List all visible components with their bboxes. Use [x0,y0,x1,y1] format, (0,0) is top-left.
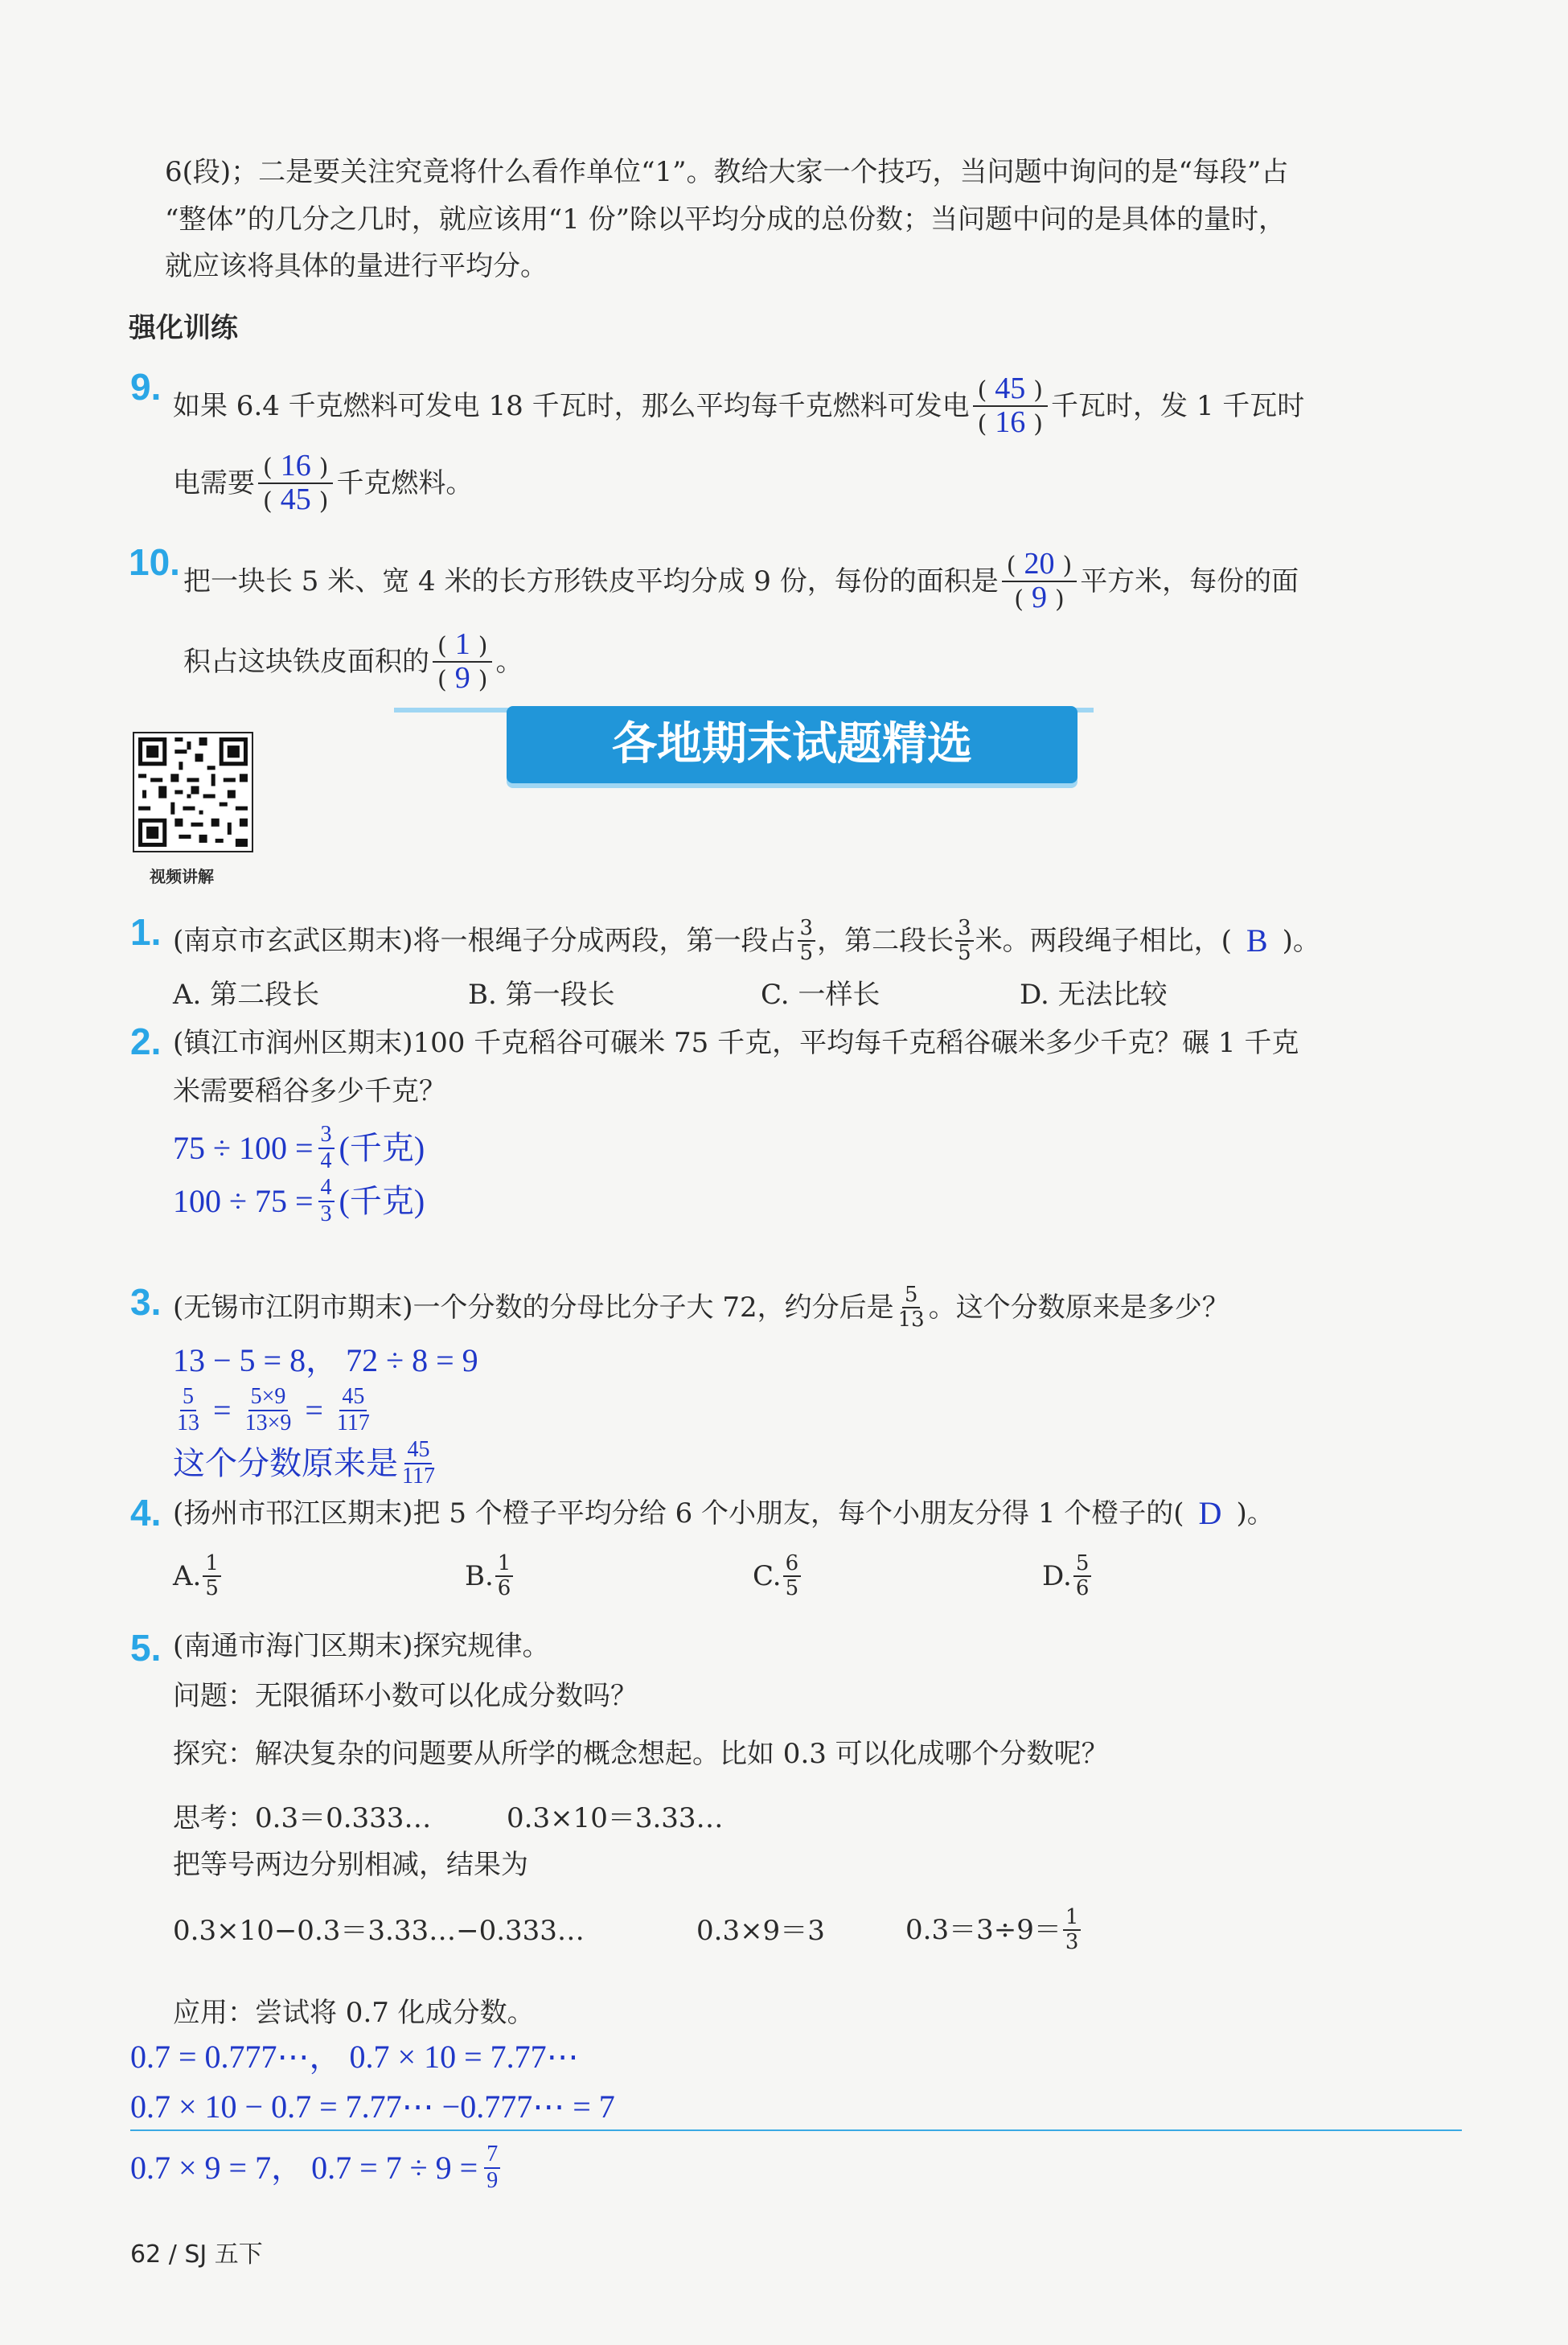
q10-answer-1: $\frac{( 20 )}{( 9 )}$ [1002,548,1077,614]
e3-sol2-f1-numerator: 5 [180,1385,196,1411]
e4-option-c-numerator: 6 [783,1552,802,1577]
e2-sol2-fraction [318,1176,335,1227]
section-banner: 各地期末试题精选 [507,706,1077,783]
e2-sol1-expr: 75 ÷ 100 = [173,1129,314,1166]
e2-sol2-unit: (千克) [339,1182,425,1219]
question-number-10: 10. [129,541,180,583]
e3-text-b: 。这个分数原来是多少？ [928,1291,1229,1324]
e2-sol1-numerator: 3 [318,1123,335,1149]
q10-answer-1-denominator: 9 [1031,580,1047,614]
e3-sol2-f3-denominator: 117 [336,1410,370,1435]
e5-calc-c [905,1906,1082,1953]
q9-answer-1-denominator: 16 [995,405,1026,439]
e4-option-b-numerator: 1 [495,1552,514,1577]
q10-text-c: 积占这块铁皮面积的 [183,645,429,678]
exercise-3-stem [173,1283,1229,1331]
e5-calc-a: 0.3×10−0.3＝3.33…−0.333… [173,1915,585,1947]
e1-option-a: A. 第二段长 [173,979,320,1011]
e3-fraction-numerator: 5 [902,1283,921,1308]
e5-subtract: 把等号两边分别相减，结果为 [173,1849,528,1881]
exercise-number-1: 1. [130,911,162,953]
e5-calc-c-fraction [1063,1906,1082,1953]
e5-sol3-text: 0.7 × 9 = 7， 0.7 = 7 ÷ 9 = [130,2149,478,2186]
e1-fraction-1-denominator: 5 [799,940,814,965]
e3-fraction [896,1283,927,1331]
e4-option-d [1042,1552,1093,1600]
intro-line-3: 就应该将具体的量进行平均分。 [165,250,548,282]
e4-option-a [173,1552,223,1600]
e3-sol3-numerator: 45 [404,1438,432,1464]
e3-text-a: (无锡市江阴市期末)一个分数的分母比分子大 72，约分后是 [173,1291,894,1324]
e5-title: (南通市海门区期末)探究规律。 [173,1630,550,1662]
e1-option-b: B. 第一段长 [468,979,615,1011]
e1-text-a: (南京市玄武区期末)将一根绳子分成两段，第一段占 [173,924,796,957]
e1-fraction-2-numerator: 3 [955,917,974,942]
qr-code-pattern [134,733,252,851]
e2-sol2-numerator: 4 [318,1176,335,1202]
e3-sol2-fraction-1 [174,1385,202,1436]
e2-sol2-denominator: 3 [320,1201,332,1226]
page-footer: 62 / SJ 五下 [130,2240,263,2269]
e4-option-b-fraction [495,1552,514,1600]
e3-sol3-fraction [400,1438,437,1489]
e3-sol2-equals-2: = [305,1391,323,1428]
e1-fraction-1-numerator: 3 [798,917,816,942]
e4-option-d-fraction [1073,1552,1092,1600]
qr-code[interactable] [133,732,253,852]
q10-answer-2-denominator: 9 [454,660,470,695]
exercise-number-5: 5. [130,1627,162,1669]
question-9-line-2 [173,450,473,516]
e1-option-d: D. 无法比较 [1020,979,1168,1011]
q10-text-b: 平方米，每份的面 [1080,565,1299,598]
exercise-number-2: 2. [130,1021,162,1062]
e5-solution-3 [130,2142,502,2194]
exercise-1-stem [173,917,1320,964]
e3-sol2-fraction-2 [243,1385,294,1436]
e4-option-c-denominator: 5 [785,1575,799,1600]
question-9-line-1 [173,373,1304,439]
e2-solution-1 [173,1123,425,1174]
e3-sol2-f3-numerator: 45 [339,1385,367,1411]
e4-option-a-numerator: 1 [203,1552,221,1577]
e5-sol3-fraction [484,2142,500,2194]
q10-answer-1-numerator: 20 [1024,547,1055,581]
e4-option-b [465,1552,515,1600]
exercise-2-line-1: (镇江市润州区期末)100 千克稻谷可碾米 75 千克，平均每千克稻谷碾米多少千克？碾 1 千克 [173,1027,1299,1059]
e1-fraction-2-denominator: 5 [958,940,971,965]
q9-answer-2: $\frac{( 16 )}{( 45 )}$ [258,450,333,516]
e1-text-b: ，第二段长 [817,924,954,957]
e1-answer: B [1246,922,1268,959]
e4-option-d-label: D. [1042,1559,1072,1592]
exercise-2-line-2: 米需要稻谷多少千克？ [173,1075,446,1107]
question-10-line-2 [183,629,523,695]
e4-text-a: (扬州市邗江区期末)把 5 个橙子平均分给 6 个小朋友，每个小朋友分得 1 个橙子的( [173,1497,1184,1530]
e1-fraction-1 [798,917,816,964]
q10-answer-2-numerator: 1 [454,627,470,661]
e3-solution-3 [173,1438,439,1489]
e4-option-a-fraction [203,1552,221,1600]
e5-calc-c-text: 0.3＝3÷9＝ [905,1913,1061,1946]
e1-text-c: 米。两段绳子相比，( [975,924,1232,957]
e4-option-a-denominator: 5 [205,1575,219,1600]
e2-sol2-expr: 100 ÷ 75 = [173,1182,314,1219]
answer-divider [130,2129,1462,2131]
e3-solution-2 [173,1385,374,1436]
e3-sol2-f2-denominator: 13×9 [244,1410,292,1435]
e3-fraction-denominator: 13 [897,1307,925,1332]
e4-option-b-label: B. [465,1559,494,1592]
e1-fraction-2 [955,917,974,964]
e5-solution-1: 0.7 = 0.777⋯， 0.7 × 10 = 7.77⋯ [130,2039,579,2075]
e4-option-c-label: C. [753,1559,782,1592]
q9-answer-2-numerator: 16 [280,449,311,483]
q9-answer-1: $\frac{( 45 )}{( 16 )}$ [973,373,1048,439]
q9-text-a: 如果 6.4 千克燃料可发电 18 千瓦时，那么平均每千克燃料可发电 [173,389,970,422]
e5-calc-c-denominator: 3 [1065,1929,1079,1954]
e1-option-c: C. 一样长 [761,979,880,1011]
e5-sol3-denominator: 9 [486,2167,499,2193]
e2-sol1-fraction [318,1123,335,1174]
e4-answer: D [1198,1495,1222,1531]
q10-answer-2: $\frac{( 1 )}{( 9 )}$ [433,629,492,695]
section-heading-training: 强化训练 [129,312,238,344]
exercise-number-4: 4. [130,1492,162,1534]
e2-sol1-unit: (千克) [339,1129,425,1166]
q10-text-a: 把一块长 5 米、宽 4 米的长方形铁皮平均分成 9 份，每份的面积是 [183,565,999,598]
e4-option-a-label: A. [173,1559,202,1592]
q10-text-d: 。 [495,645,523,678]
q9-text-c: 电需要 [173,466,255,499]
q9-text-d: 千克燃料。 [336,466,474,499]
question-number-9: 9. [130,366,162,408]
q9-answer-1-numerator: 45 [995,372,1026,405]
e5-apply: 应用：尝试将 0.7 化成分数。 [173,1997,535,2029]
e5-think-a: 思考：0.3＝0.333… [173,1802,432,1834]
qr-caption: 视频讲解 [150,867,214,886]
e4-option-c-fraction [783,1552,802,1600]
e5-think-b: 0.3×10＝3.33… [507,1802,724,1834]
e3-sol3-text: 这个分数原来是 [173,1444,398,1481]
e4-option-d-denominator: 6 [1075,1575,1090,1600]
e3-sol2-equals-1: = [213,1391,232,1428]
exercise-number-3: 3. [130,1281,162,1323]
q9-text-b: 千瓦时，发 1 千瓦时 [1051,389,1305,422]
e4-text-b: )。 [1236,1497,1275,1530]
e5-sol3-numerator: 7 [484,2142,500,2169]
exercise-4-stem [173,1497,1275,1530]
intro-line-2: “整体”的几分之几时，就应该用“1 份”除以平均分成的总份数；当问题中问的是具体的量时， [165,203,1286,236]
e1-text-d: )。 [1282,924,1320,957]
question-10-line-1 [183,548,1299,614]
e5-solution-2: 0.7 × 10 − 0.7 = 7.77⋯ −0.777⋯ = 7 [130,2088,615,2125]
intro-line-1: 6(段)；二是要关注究竟将什么看作单位“1”。教给大家一个技巧，当问题中询问的是“每段”占 [165,156,1289,188]
e2-solution-2 [173,1176,425,1227]
e4-option-d-numerator: 5 [1073,1552,1092,1577]
e5-explore: 探究：解决复杂的问题要从所学的概念想起。比如 0.3 可以化成哪个分数呢？ [173,1738,1109,1770]
e4-option-b-denominator: 6 [497,1575,511,1600]
e3-sol2-fraction-3 [335,1385,372,1436]
e5-problem: 问题：无限循环小数可以化成分数吗？ [173,1680,638,1712]
e3-solution-1: 13 − 5 = 8， 72 ÷ 8 = 9 [173,1342,478,1378]
e2-sol1-denominator: 4 [320,1148,332,1173]
e5-calc-c-numerator: 1 [1063,1906,1082,1931]
e3-sol2-f1-denominator: 13 [177,1410,199,1435]
e3-sol3-denominator: 117 [402,1463,435,1489]
e4-option-c [753,1552,802,1600]
e5-calc-b: 0.3×9＝3 [696,1915,825,1947]
e3-sol2-f2-numerator: 5×9 [248,1385,289,1411]
q9-answer-2-denominator: 45 [280,482,311,516]
